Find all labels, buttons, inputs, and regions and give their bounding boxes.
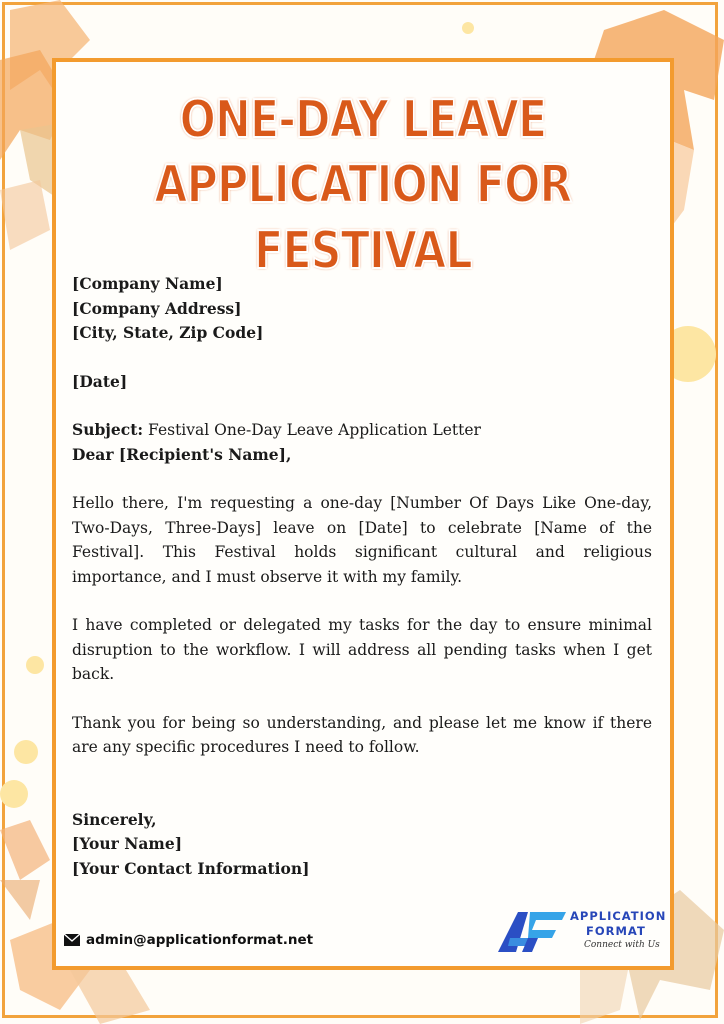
application-format-logo [494,906,667,958]
footer-email-link[interactable] [64,932,313,948]
footer-email-text: admin@applicationformat.net [86,932,314,948]
letter-body [72,272,652,881]
city-state-zip: [City, State, Zip Code] [72,323,264,342]
af-logo-icon [494,906,570,958]
title-line-1: ONE-DAY LEAVE [179,90,547,150]
title-line-2: APPLICATION FOR FESTIVAL [154,155,572,281]
body-paragraph-3: Thank you for being so understanding, and please let me know if there are any specific procedures I need to follow. [72,713,652,756]
subject-text: Festival One-Day Leave Application Letter [148,421,481,439]
logo-text-line-2: FORMAT [586,924,646,938]
company-name: [Company Name] [72,274,223,293]
decorative-dot [0,780,28,808]
sign-off: Sincerely, [72,809,157,829]
logo-text-line-1: APPLICATION [570,909,667,923]
sender-name: [Your Name] [72,834,183,853]
decorative-dot [14,740,38,764]
page-title [52,88,674,284]
logo-tagline: Connect with Us [584,940,660,950]
envelope-icon [64,934,80,946]
sender-contact: [Your Contact Information] [72,858,310,878]
body-paragraph-2: I have completed or delegated my tasks for the day to ensure minimal disruption to the workflow. I will address all pending tasks when I get back. [72,616,652,683]
decorative-dot [462,22,474,34]
company-address: [Company Address] [72,298,242,318]
salutation: Dear [Recipient's Name], [72,444,292,464]
body-paragraph-1: Hello there, I'm requesting a one-day [Number Of Days Like One-day, Two-Days, Three-Days] leave on [Date] to celebrate [Name of the Festival]. This Festival holds significant cultural and religious importance, and I must observe it with my family. [72,494,652,586]
decorative-dot [26,656,44,674]
subject-label: Subject: [72,420,144,439]
letter-date: [Date] [72,371,128,391]
subject-line [72,418,652,443]
